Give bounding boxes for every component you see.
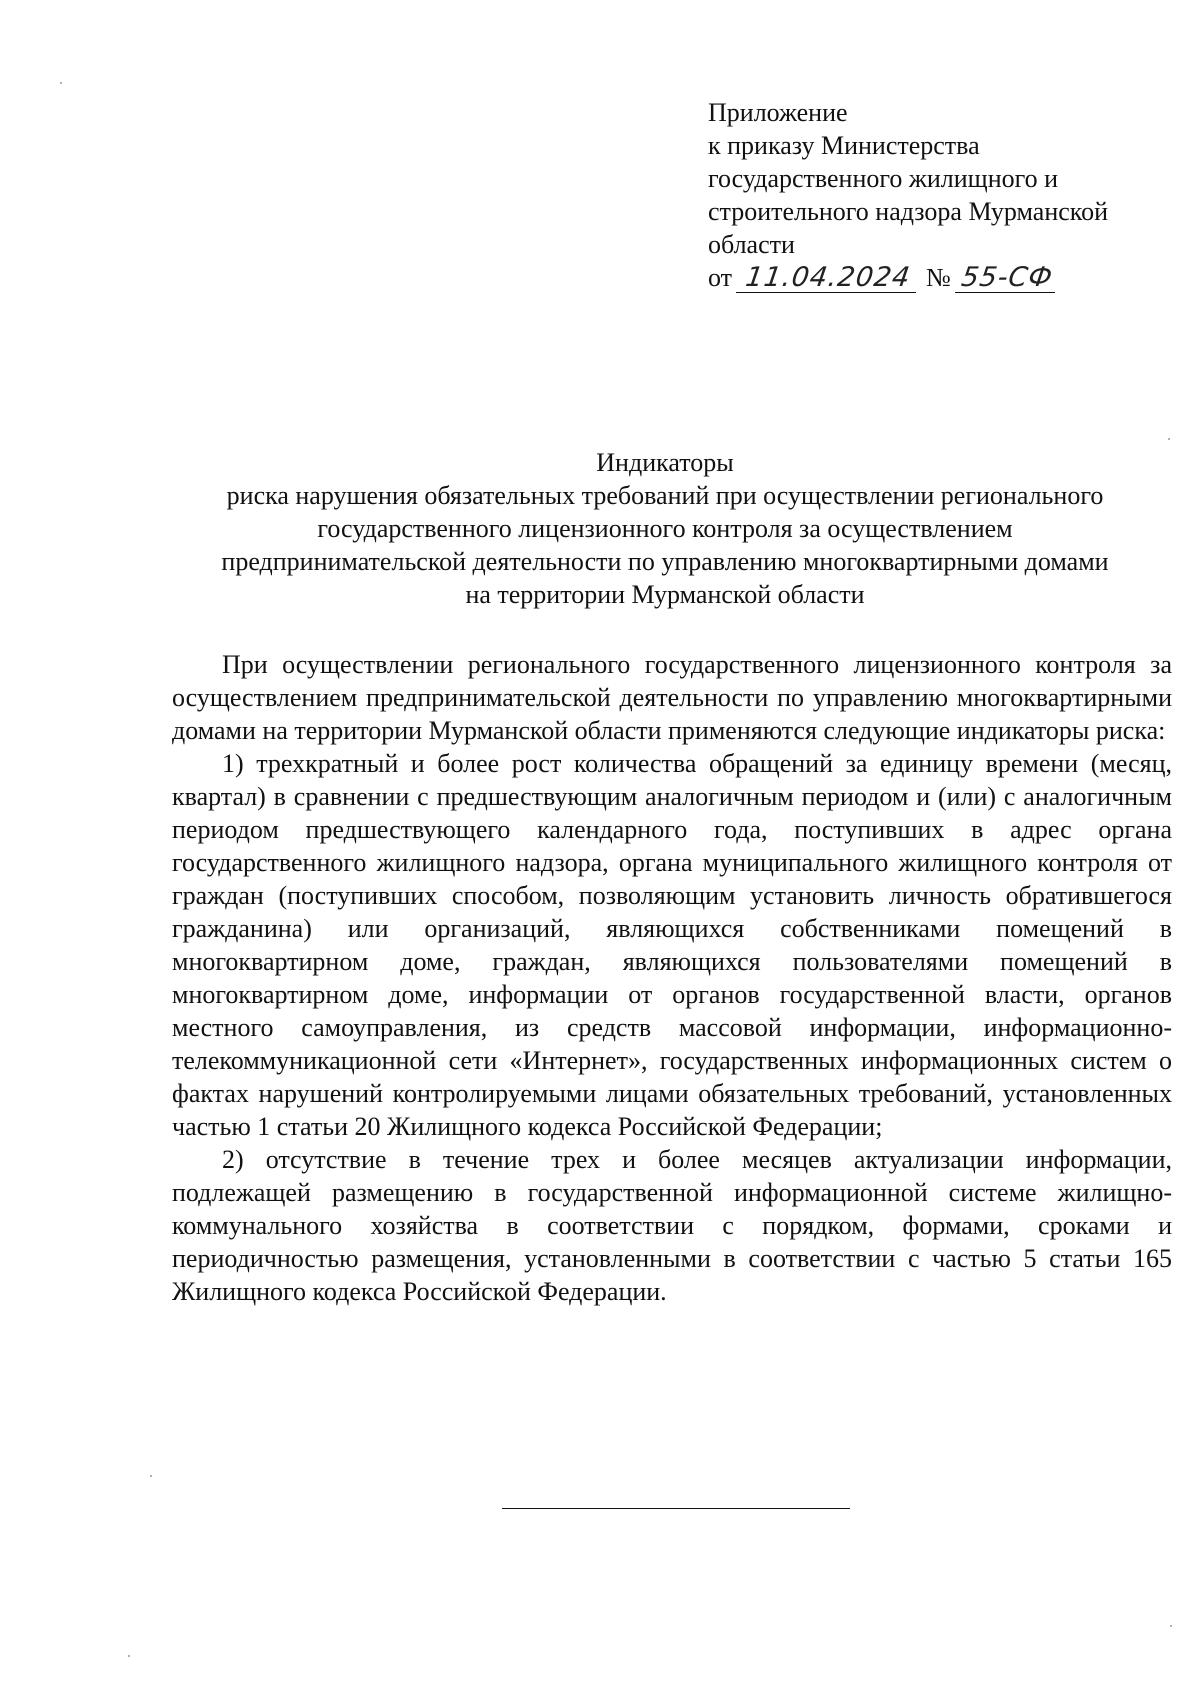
document-title bbox=[150, 446, 1180, 611]
appendix-block bbox=[708, 96, 1178, 294]
scan-speck bbox=[128, 1655, 130, 1657]
scan-speck bbox=[150, 1475, 152, 1477]
scan-speck bbox=[1170, 1625, 1172, 1627]
title-line: государственного лицензионного контроля за осуществлением bbox=[317, 514, 1013, 543]
handwritten-number: 55-СФ bbox=[955, 264, 1059, 293]
title-line: предпринимательской деятельности по управлению многоквартирными домами bbox=[221, 547, 1109, 576]
appendix-line: к приказу Министерства bbox=[708, 131, 980, 160]
indicator-item-1: 1) трехкратный и более рост количества обращений за единицу времени (месяц, квартал) в сравнении с предшествующим аналогичным периодом и (или) с аналогичным периодом предшествующего календарного года, поступивших в адрес органа государственного жилищного надзора, органа муниципального жилищного контроля от граждан (поступивших способом, позволяющим установить личность обратившегося гражданина) или организаций, являющихся собственниками помещений в многоквартирном доме, граждан, являющихся пользователями помещений в многоквартирном доме, информации от органов государственной власти, органов местного самоуправления, из средств массовой информации, информационно-телекоммуникационной сети «Интернет», государственных информационных систем о фактах нарушений контролируемыми лицами обязательных требований, установленных частью 1 статьи 20 Жилищного кодекса Российской Федерации; bbox=[172, 749, 1172, 1141]
appendix-date-number-row bbox=[708, 261, 1178, 294]
appendix-line: государственного жилищного и bbox=[708, 164, 1059, 193]
scan-speck bbox=[1168, 438, 1170, 440]
handwritten-date: 11.04.2024 bbox=[736, 264, 920, 293]
scan-speck bbox=[60, 82, 62, 84]
appendix-line: области bbox=[708, 230, 795, 259]
appendix-line: Приложение bbox=[708, 98, 848, 127]
end-divider bbox=[502, 1508, 850, 1509]
date-prefix: от bbox=[708, 263, 733, 292]
indicator-item-2: 2) отсутствие в течение трех и более месяцев актуализации информации, подлежащей размещению в государственной информационной системе жилищно-коммунального хозяйства в соответствии с порядком, формами, сроками и периодичностью размещения, установленными в соответствии с частью 5 статьи 165 Жилищного кодекса Российской Федерации. bbox=[172, 1145, 1172, 1306]
document-body bbox=[172, 648, 1172, 1308]
title-line: на территории Мурманской области bbox=[465, 580, 865, 609]
number-sign: № bbox=[926, 263, 951, 292]
title-line: риска нарушения обязательных требований при осуществлении регионального bbox=[226, 481, 1104, 510]
intro-paragraph: При осуществлении регионального государственного лицензионного контроля за осуществлением предпринимательской деятельности по управлению многоквартирными домами на территории Мурманской области применяются следующие индикаторы риска: bbox=[172, 650, 1172, 745]
appendix-line: строительного надзора Мурманской bbox=[708, 197, 1109, 226]
title-heading: Индикаторы bbox=[596, 448, 734, 477]
